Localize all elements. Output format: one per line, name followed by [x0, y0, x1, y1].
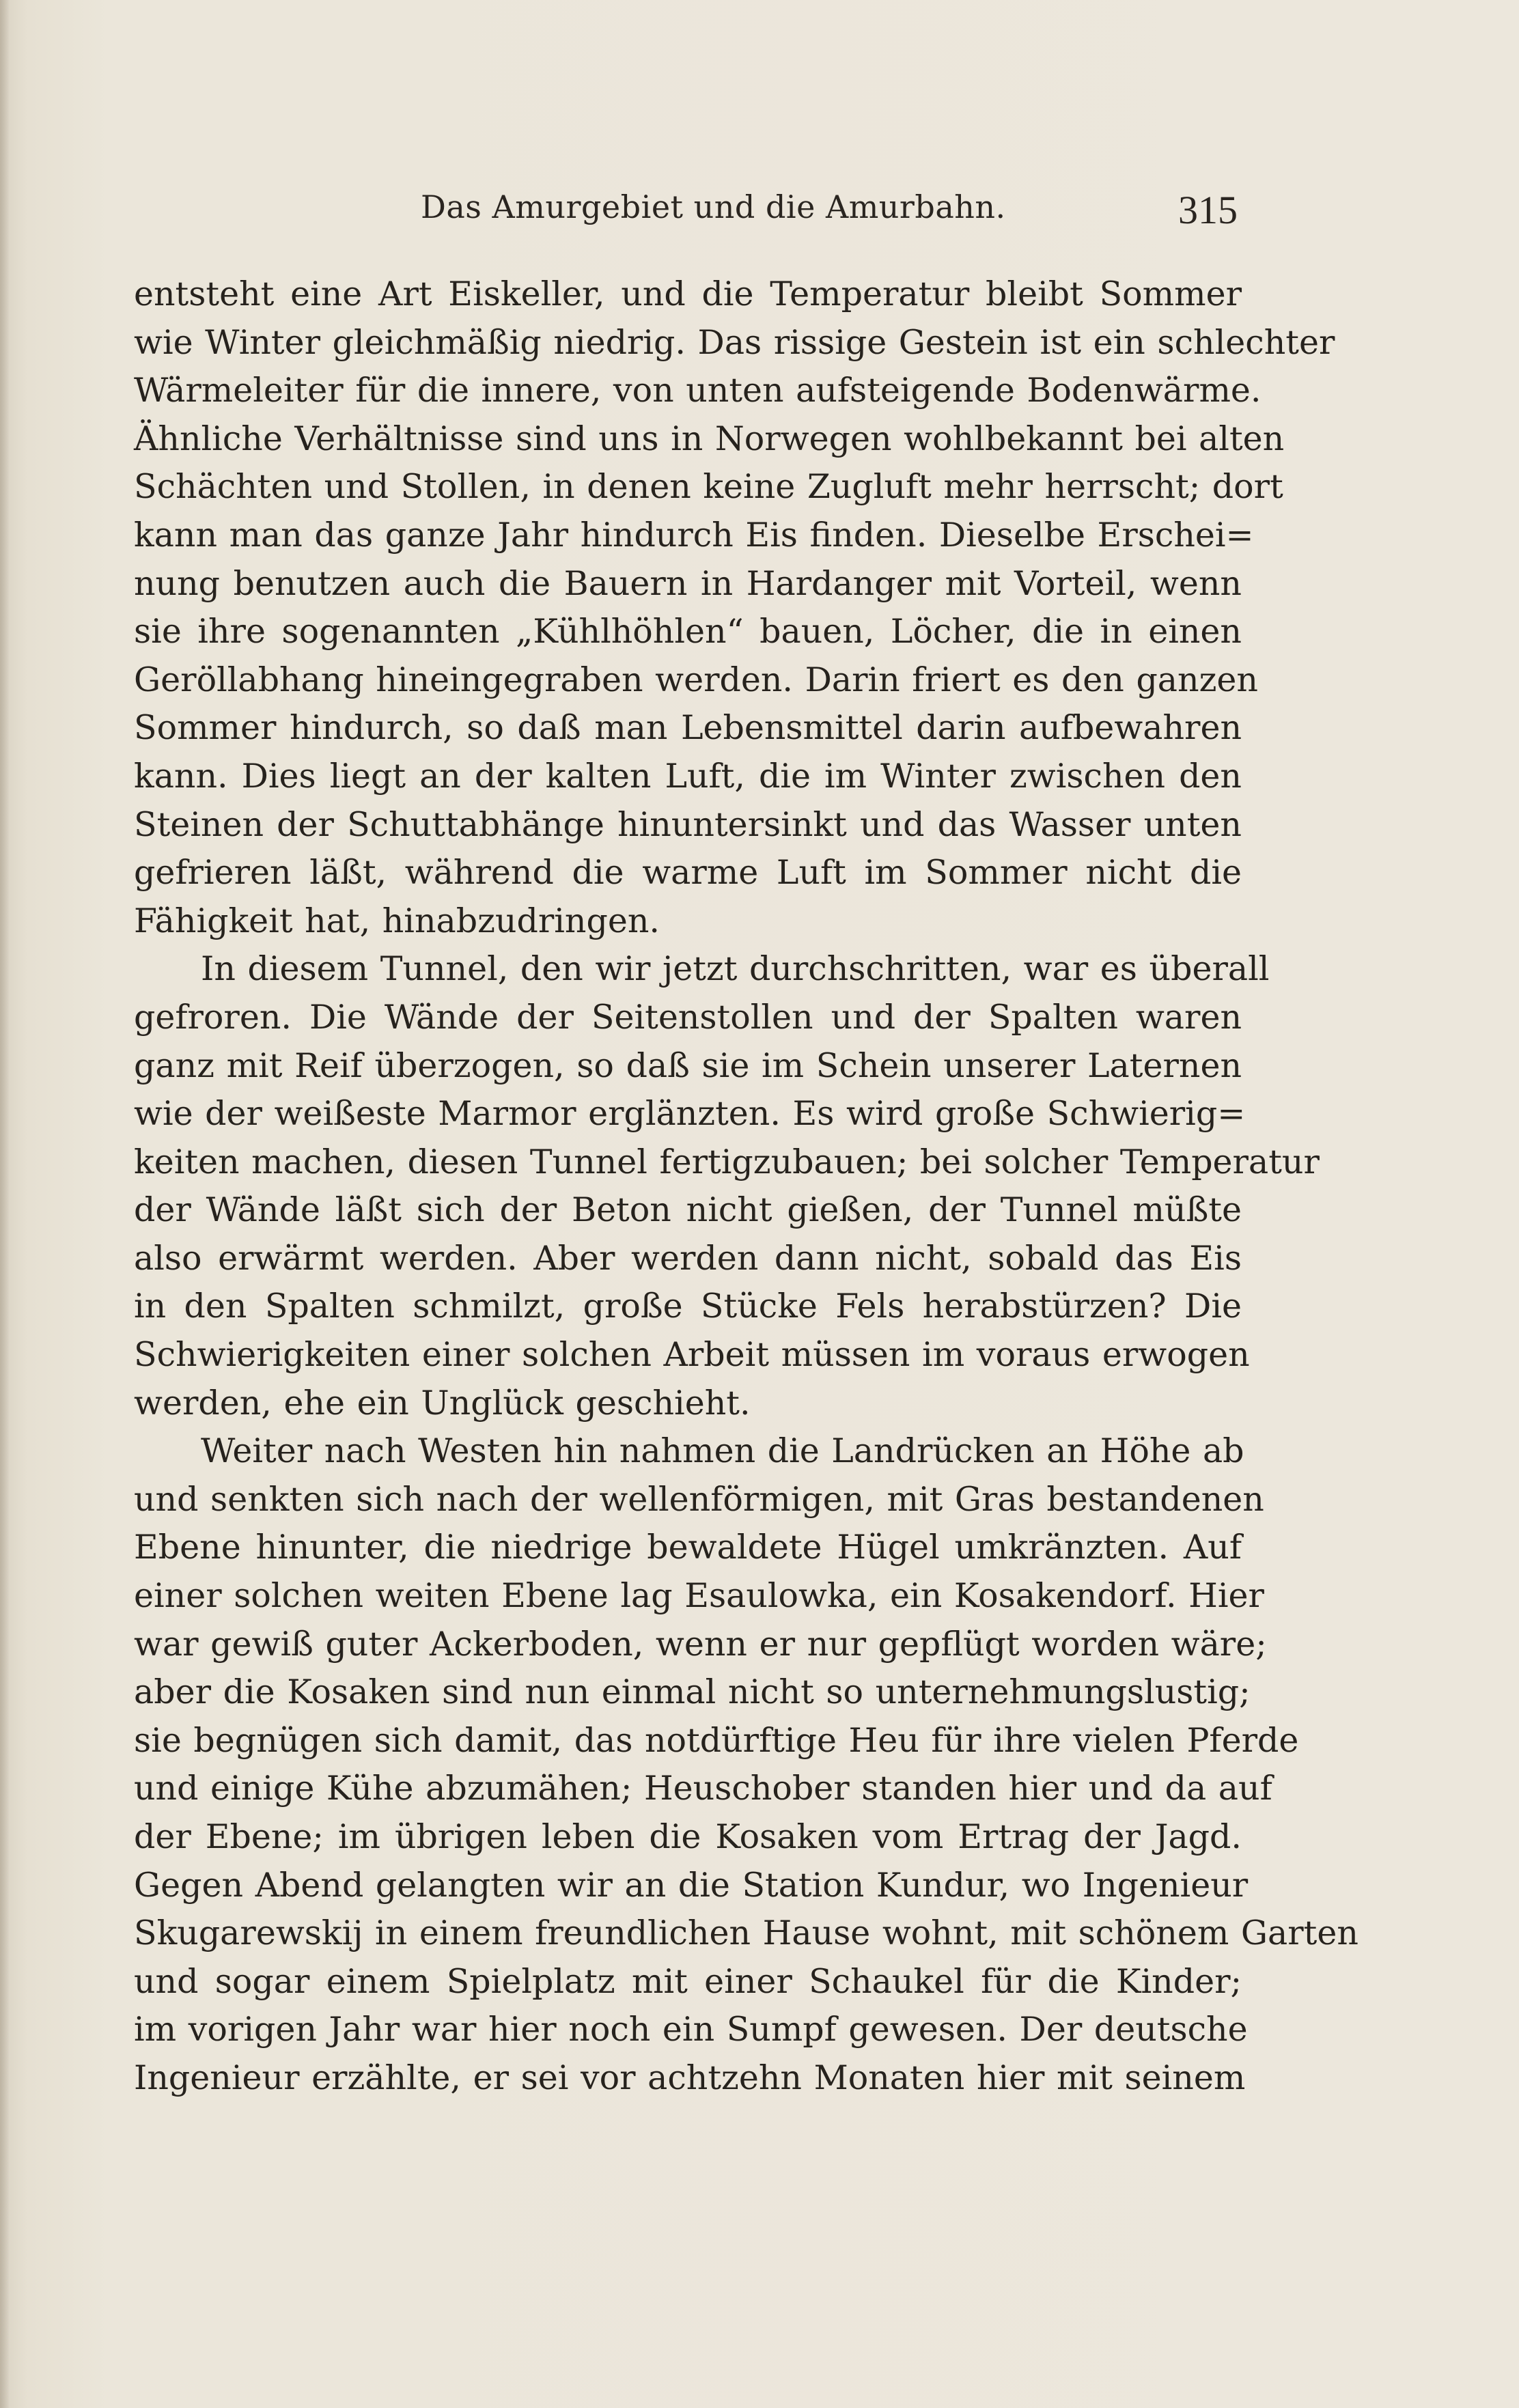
text-line: Wärmeleiter für die innere, von unten aufsteigende Bodenwärme.	[134, 371, 1262, 410]
text-line: Sommer hindurch, so daß man Lebensmittel darin aufbewahren	[134, 708, 1242, 748]
text-line: sie begnügen sich damit, das notdürftige Heu für ihre vielen Pferde	[134, 1720, 1299, 1760]
running-head-title: Das Amurgebiet und die Amurbahn.	[421, 188, 1006, 225]
text-line: und senkten sich nach der wellenförmigen, mit Gras bestandenen	[134, 1479, 1264, 1519]
page-number: 315	[1178, 188, 1238, 232]
text-line: Skugarewskij in einem freundlichen Hause wohnt, mit schönem Garten	[134, 1914, 1358, 1953]
paragraph-2	[134, 945, 1320, 1427]
text-line: entsteht eine Art Eiskeller, und die Temperatur bleibt Sommer	[134, 275, 1242, 313]
text-line: aber die Kosaken sind nun einmal nicht so unternehmungslustig;	[134, 1672, 1251, 1712]
body-text	[134, 270, 1358, 2103]
text-line: nung benutzen auch die Bauern in Hardanger mit Vorteil, wenn	[134, 563, 1242, 603]
text-line: keiten machen, diesen Tunnel fertigzubauen; bei solcher Temperatur	[134, 1142, 1320, 1181]
text-line: Ingenieur erzählte, er sei vor achtzehn Monaten hier mit seinem	[134, 2058, 1246, 2097]
text-line: Geröllabhang hineingegraben werden. Darin friert es den ganzen	[134, 660, 1258, 699]
text-line: der Ebene; im übrigen leben die Kosaken vom Ertrag der Jagd.	[134, 1817, 1242, 1856]
text-line: in den Spalten schmilzt, große Stücke Fels herabstürzen? Die	[134, 1287, 1242, 1326]
gutter-shadow	[0, 0, 10, 2408]
text-line: einer solchen weiten Ebene lag Esaulowka, ein Kosakendorf. Hier	[134, 1576, 1264, 1616]
text-line: und sogar einem Spielplatz mit einer Schaukel für die Kinder;	[134, 1961, 1242, 2001]
text-line: wie der weißeste Marmor erglänzten. Es wird große Schwierig=	[134, 1094, 1246, 1134]
text-line: also erwärmt werden. Aber werden dann nicht, sobald das Eis	[134, 1238, 1242, 1278]
text-line: ganz mit Reif überzogen, so daß sie im Schein unserer Laternen	[134, 1046, 1242, 1085]
text-line: war gewiß guter Ackerboden, wenn er nur gepflügt worden wäre;	[134, 1624, 1267, 1664]
text-line: gefrieren läßt, während die warme Luft im Sommer nicht die	[134, 853, 1242, 893]
text-line: Steinen der Schuttabhänge hinuntersinkt und das Wasser unten	[134, 804, 1242, 844]
text-line: im vorigen Jahr war hier noch ein Sumpf gewesen. Der deutsche	[134, 2010, 1248, 2049]
paragraph-1	[134, 270, 1335, 945]
text-line: Ähnliche Verhältnisse sind uns in Norwegen wohlbekannt bei alten	[134, 419, 1285, 458]
text-line: kann. Dies liegt an der kalten Luft, die im Winter zwischen den	[134, 756, 1242, 796]
text-line: gefroren. Die Wände der Seitenstollen und der Spalten waren	[134, 997, 1242, 1037]
text-line: Schwierigkeiten einer solchen Arbeit müssen im voraus erwogen	[134, 1335, 1250, 1375]
text-line: Gegen Abend gelangten wir an die Station Kundur, wo Ingenieur	[134, 1865, 1249, 1905]
text-line: und einige Kühe abzumähen; Heuschober standen hier und da auf	[134, 1769, 1272, 1808]
text-line: In diesem Tunnel, den wir jetzt durchschritten, war es überall	[201, 949, 1270, 989]
paragraph-3	[134, 1427, 1358, 2102]
text-line: Ebene hinunter, die niedrige bewaldete Hügel umkränzten. Auf	[134, 1528, 1242, 1567]
text-line: Schächten und Stollen, in denen keine Zugluft mehr herrscht; dort	[134, 467, 1283, 507]
text-line: Weiter nach Westen hin nahmen die Landrücken an Höhe ab	[201, 1431, 1244, 1471]
text-line: wie Winter gleichmäßig niedrig. Das rissige Gestein ist ein schlechter	[134, 322, 1335, 362]
text-line: Fähigkeit hat, hinabzudringen.	[134, 901, 660, 940]
text-line: der Wände läßt sich der Beton nicht gießen, der Tunnel müßte	[134, 1190, 1242, 1230]
text-line: werden, ehe ein Unglück geschieht.	[134, 1383, 751, 1423]
text-line: kann man das ganze Jahr hindurch Eis finden. Dieselbe Erschei=	[134, 515, 1254, 555]
text-line: sie ihre sogenannten „Kühlhöhlen“ bauen, Löcher, die in einen	[134, 612, 1242, 652]
